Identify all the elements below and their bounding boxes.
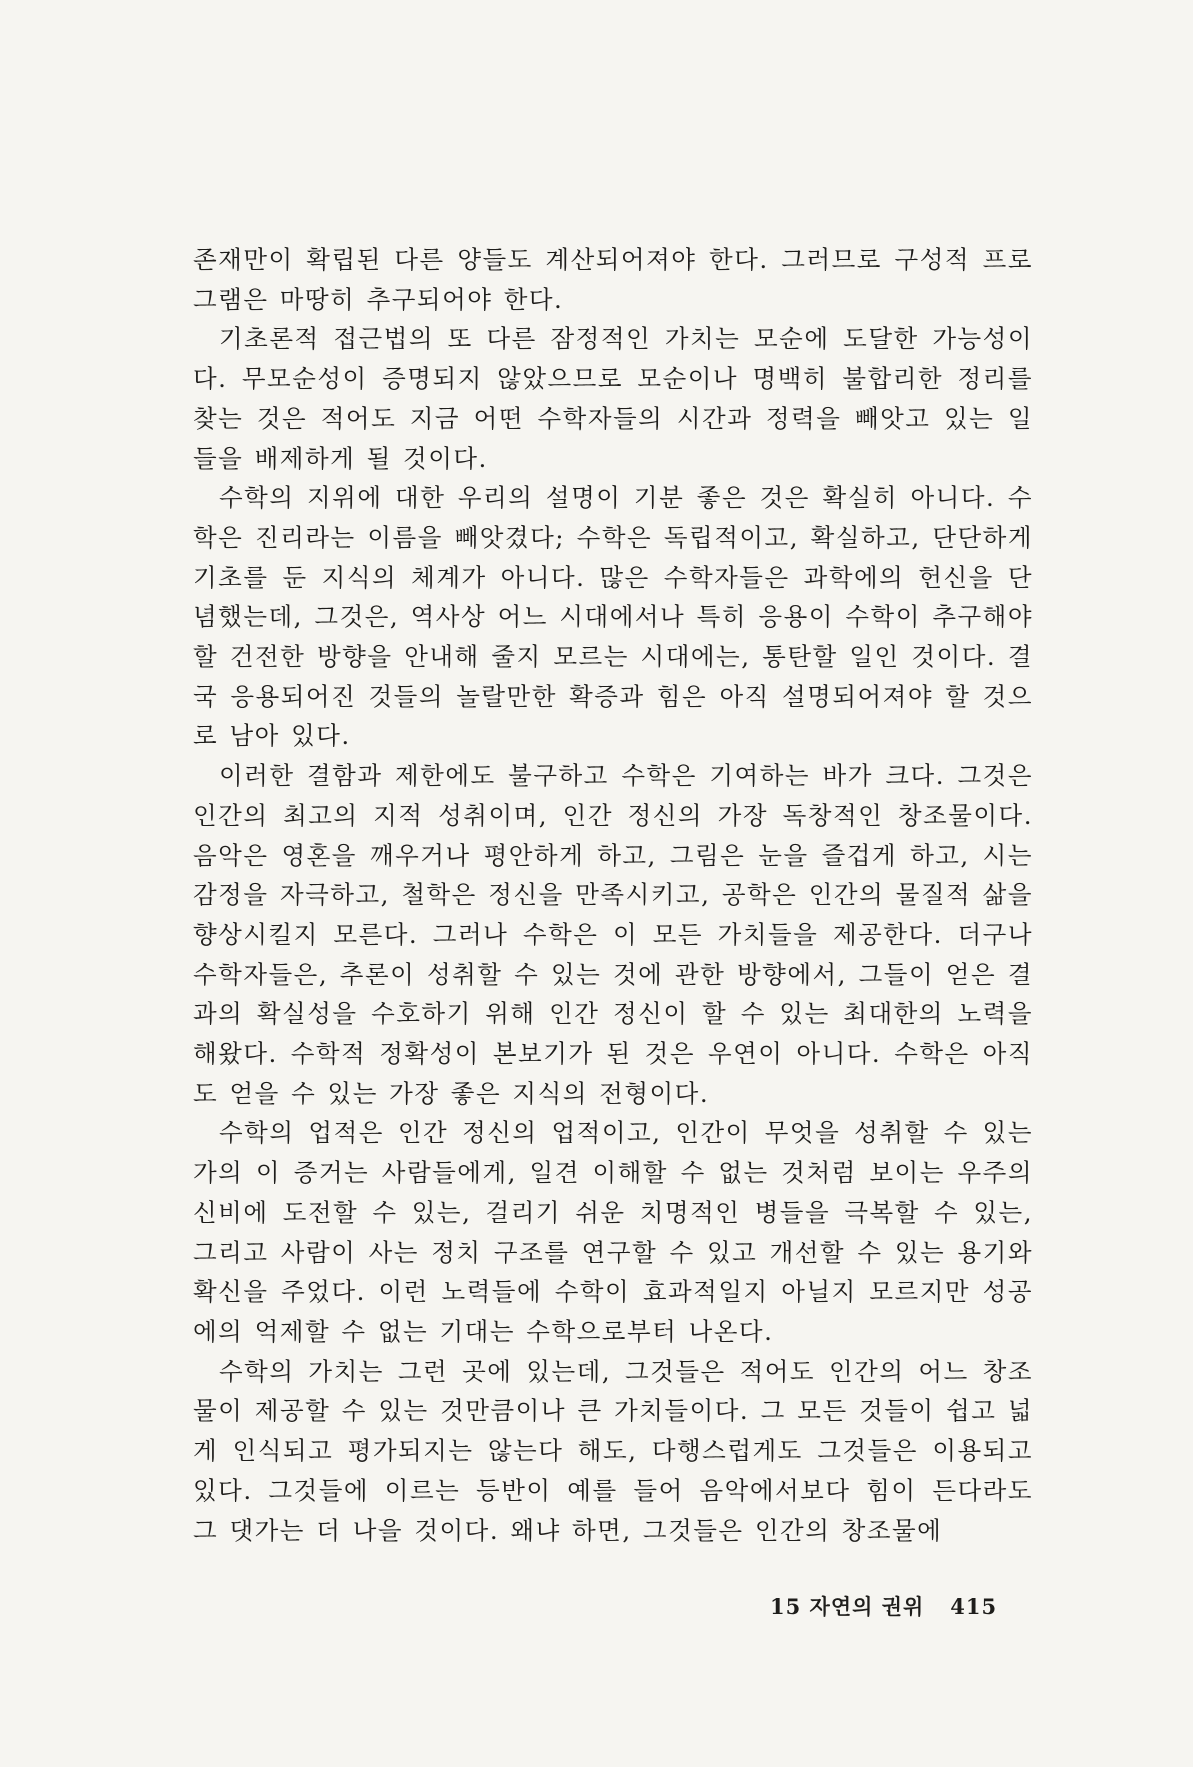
paragraph-6: 수학의 가치는 그런 곳에 있는데, 그것들은 적어도 인간의 어느 창조물이 제공할 수 있는 것만큼이나 큰 가치들이다. 그 모든 것들이 쉽고 넓게 인식되고 평가되지는 않는다 해도, 다행스럽게도 그것들은 이용되고 있다. 그것들에 이르는 등반이 예를 들어 음악에서보다 힘이 든다라도 그 댓가는 더 나을 것이다. 왜냐 하면, 그것들은 인간의 창조물에 bbox=[193, 1356, 1033, 1545]
paragraph-3: 수학의 지위에 대한 우리의 설명이 기분 좋은 것은 확실히 아니다. 수학은 진리라는 이름을 빼앗겼다; 수학은 독립적이고, 확실하고, 단단하게 기초를 둔 지식의 체계가 아니다. 많은 수학자들은 과학에의 헌신을 단념했는데, 그것은, 역사상 어느 시대에서나 특히 응용이 수학이 추구해야 할 건전한 방향을 안내해 줄지 모르는 시대에는, 통탄할 일인 것이다. 결국 응용되어진 것들의 놀랄만한 확증과 힘은 아직 설명되어져야 할 것으로 남아 있다. bbox=[193, 483, 1033, 751]
page-number: 415 bbox=[950, 1594, 998, 1619]
running-head: 15 자연의 권위 bbox=[770, 1594, 925, 1619]
paragraph-2: 기초론적 접근법의 또 다른 잠정적인 가치는 모순에 도달한 가능성이다. 무모순성이 증명되지 않았으므로 모순이나 명백히 불합리한 정리를 찾는 것은 적어도 지금 어떤 수학자들의 시간과 정력을 빼앗고 있는 일들을 배제하게 될 것이다. bbox=[193, 324, 1033, 473]
paragraph-4: 이러한 결함과 제한에도 불구하고 수학은 기여하는 바가 크다. 그것은 인간의 최고의 지적 성취이며, 인간 정신의 가장 독창적인 창조물이다. 음악은 영혼을 깨우거나 평안하게 하고, 그림은 눈을 즐겁게 하고, 시는 감정을 자극하고, 철학은 정신을 만족시키고, 공학은 인간의 물질적 삶을 향상시킬지 모른다. 그러나 수학은 이 모든 가치들을 제공한다. 더구나 수학자들은, 추론이 성취할 수 있는 것에 관한 방향에서, 그들이 얻은 결과의 확실성을 수호하기 위해 인간 정신이 할 수 있는 최대한의 노력을 해왔다. 수학적 정확성이 본보기가 된 것은 우연이 아니다. 수학은 아직도 얻을 수 있는 가장 좋은 지식의 전형이다. bbox=[193, 761, 1033, 1108]
paragraph-1: 존재만이 확립된 다른 양들도 계산되어져야 한다. 그러므로 구성적 프로그램은 마땅히 추구되어야 한다. bbox=[193, 245, 1033, 314]
paragraph-5: 수학의 업적은 인간 정신의 업적이고, 인간이 무엇을 성취할 수 있는가의 이 증거는 사람들에게, 일견 이해할 수 없는 것처럼 보이는 우주의 신비에 도전할 수 있는, 걸리기 쉬운 치명적인 병들을 극복할 수 있는, 그리고 사람이 사는 정치 구조를 연구할 수 있고 개선할 수 있는 용기와 확신을 주었다. 이런 노력들에 수학이 효과적일지 아닐지 모르지만 성공에의 억제할 수 없는 기대는 수학으로부터 나온다. bbox=[193, 1118, 1033, 1346]
page-footer bbox=[770, 1591, 997, 1621]
body-text bbox=[193, 240, 1033, 1550]
